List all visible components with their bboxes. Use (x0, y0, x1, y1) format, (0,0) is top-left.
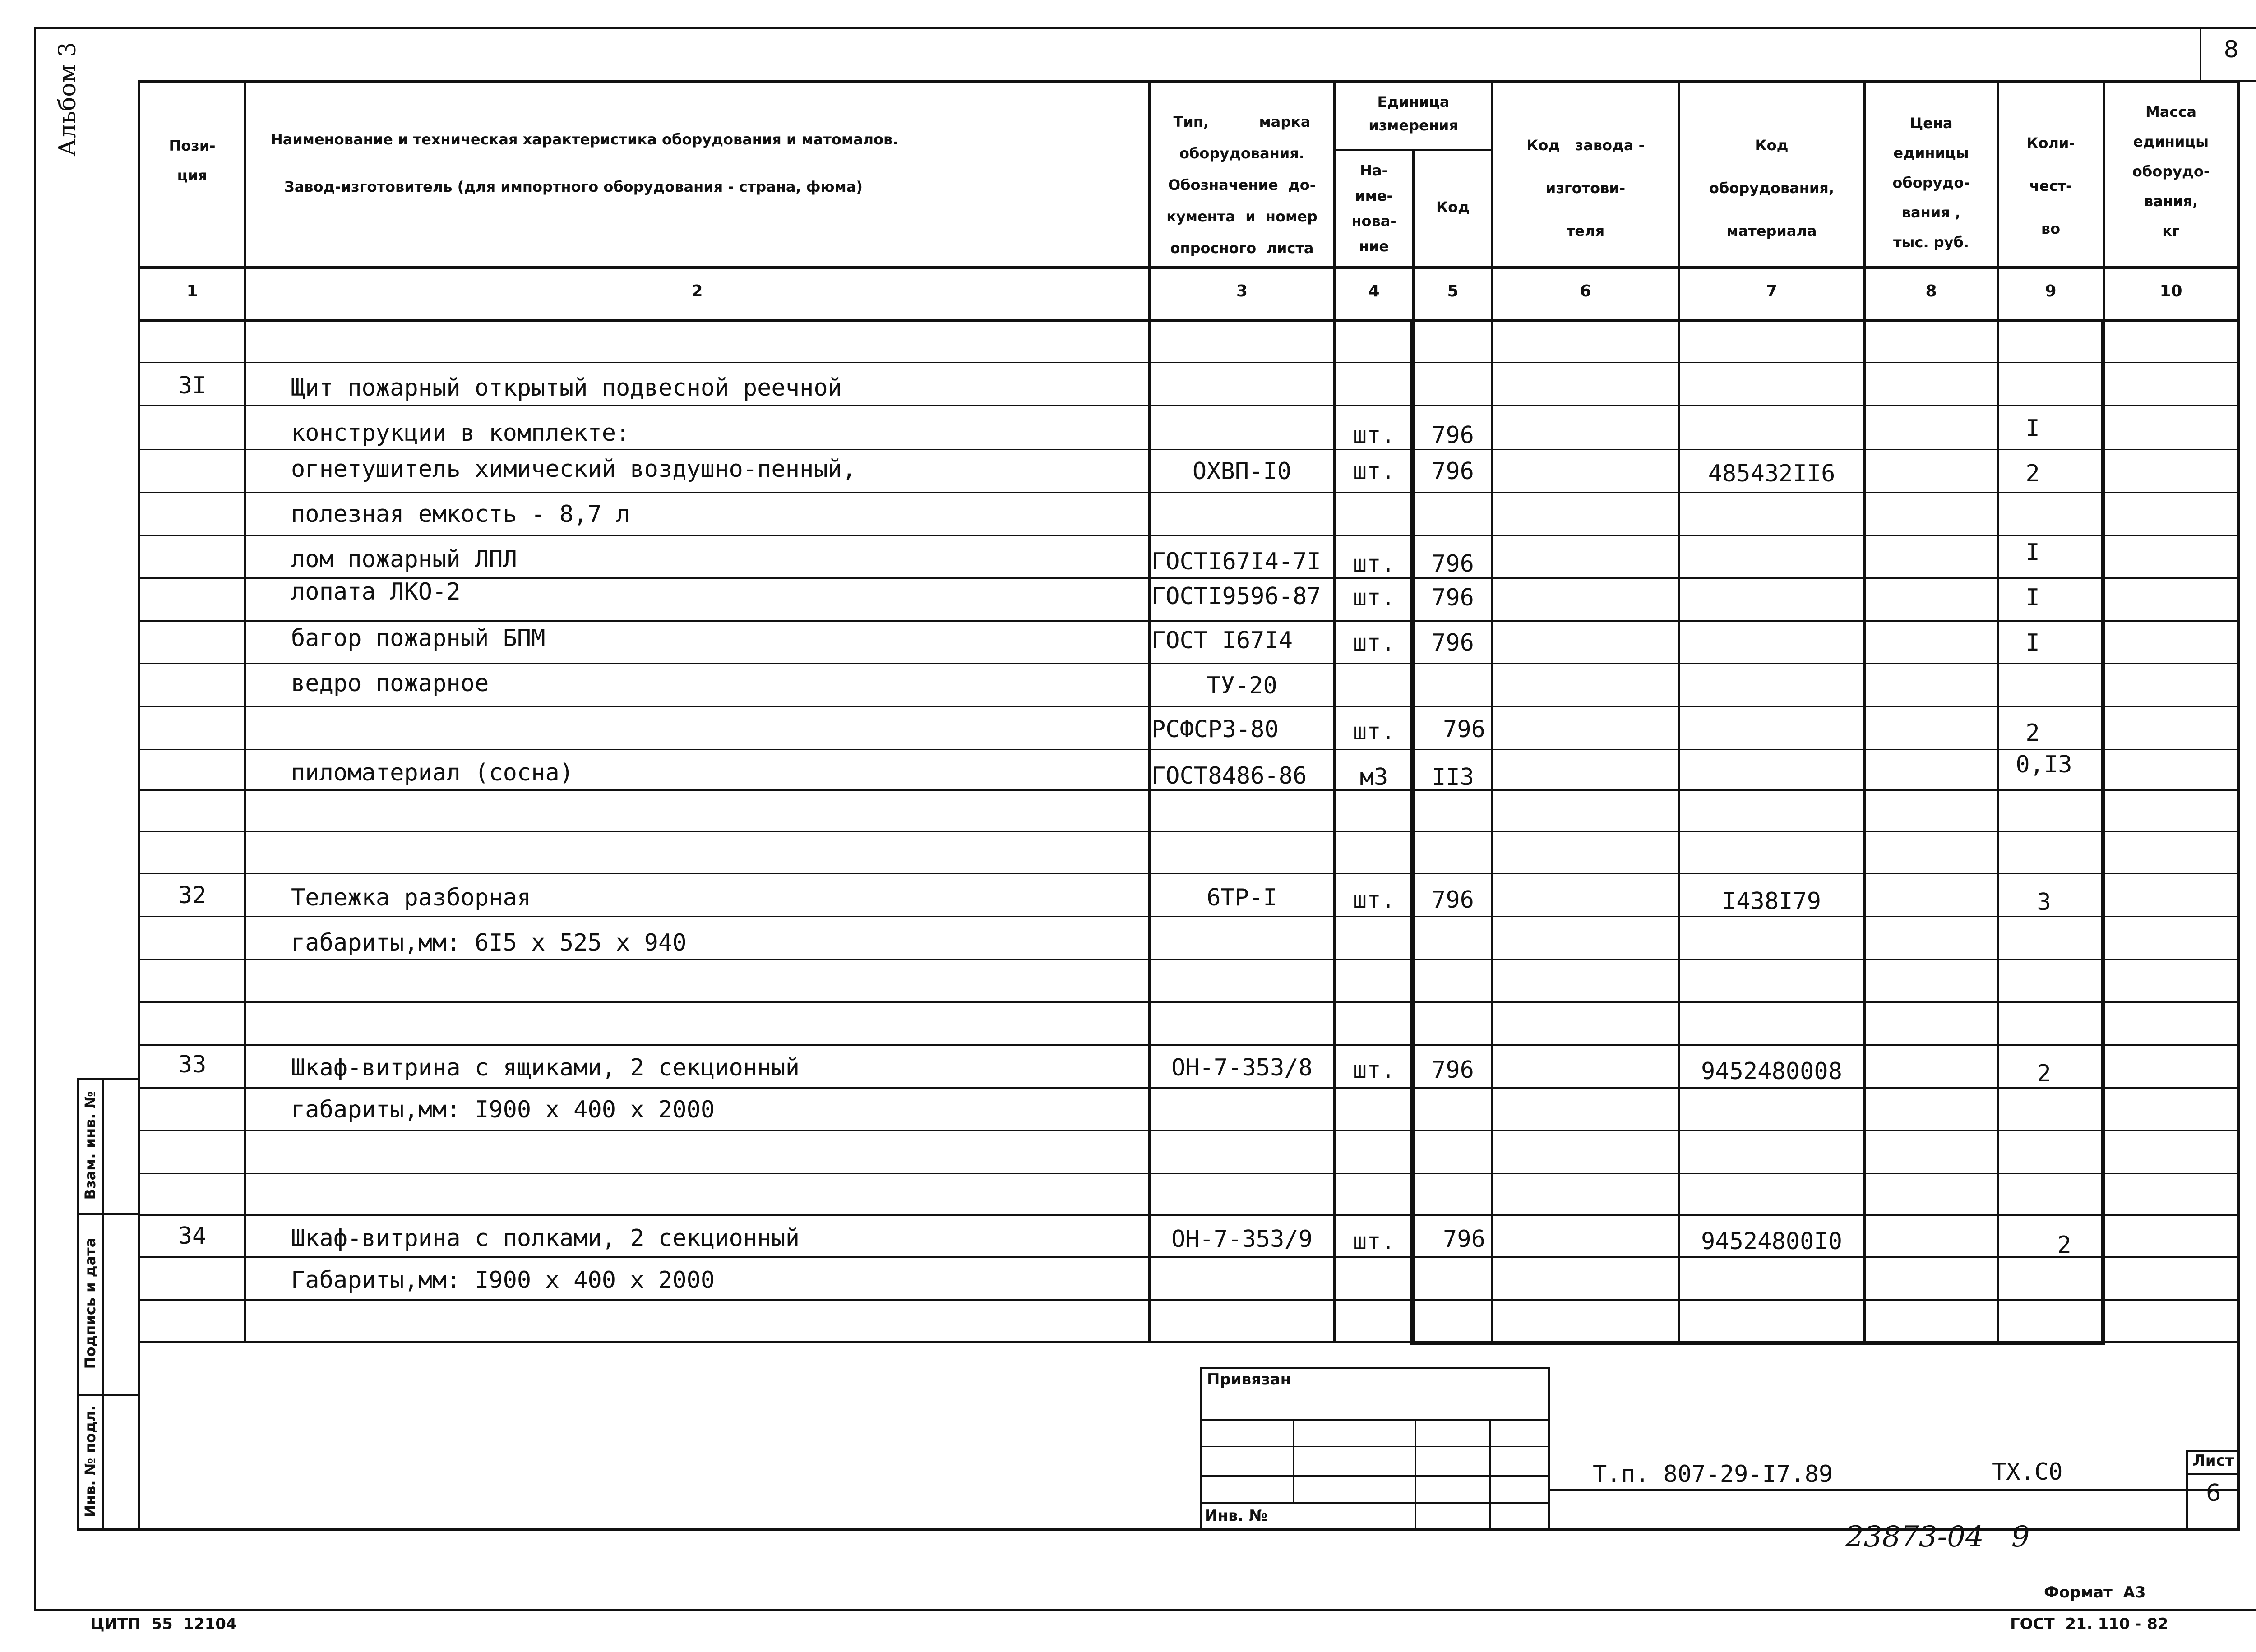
row-type: ОН-7-353/9 (1171, 1226, 1313, 1253)
row-quantity: 0,I3 (2016, 751, 2072, 778)
row-unit: шт. (1353, 1057, 1395, 1084)
row-unit: шт. (1353, 422, 1395, 449)
colnum-7: 7 (1766, 282, 1778, 300)
row-code: 796 (1432, 1057, 1474, 1084)
row-name: лом пожарный ЛПЛ (291, 546, 517, 573)
row-quantity: I (2025, 539, 2040, 566)
row-name: Шкаф-витрина с полками, 2 секционный (291, 1225, 800, 1252)
row-equipment-code: 485432II6 (1708, 460, 1835, 487)
row-name: габариты,мм: 6I5 x 525 x 940 (291, 929, 687, 956)
row-equipment-code: I438I79 (1722, 888, 1821, 915)
table-right (2237, 80, 2240, 1531)
album-label: Альбом 3 (54, 42, 81, 157)
header-type: Тип, марка оборудования. Обозначение до- кумента и номер опросного листа (1166, 113, 1318, 257)
header-quantity: Коли- чест- во (2026, 134, 2075, 237)
header-price: Цена единицы оборудо- вания , тыс. руб. (1892, 115, 1970, 251)
row-code: 796 (1432, 422, 1474, 449)
row-position: 34 (178, 1223, 207, 1250)
table-top (138, 80, 2240, 83)
row-equipment-code: 9452480008 (1701, 1058, 1843, 1085)
row-name: ведро пожарное (291, 670, 489, 697)
row-position: 3I (178, 372, 207, 399)
row-unit: м3 (1359, 764, 1388, 791)
row-unit: шт. (1353, 458, 1395, 485)
stamp-replacement-inv: Взам. инв. № (82, 1091, 99, 1200)
row-position: 32 (178, 882, 207, 909)
header-unit-code: Код (1436, 198, 1470, 216)
header-name-line2: Завод-изготовитель (для импортного оборудования - страна, фюма) (284, 178, 863, 195)
header-unit-group: Единица измерения (1368, 93, 1458, 134)
colnum-5: 5 (1447, 282, 1459, 300)
row-quantity: I (2025, 415, 2040, 442)
row-code: 796 (1432, 458, 1474, 485)
row-name: конструкции в комплекте: (291, 420, 630, 447)
row-unit: шт. (1353, 886, 1395, 914)
row-code: 796 (1432, 550, 1474, 577)
row-unit: шт. (1353, 718, 1395, 745)
row-name: Тележка разборная (291, 884, 532, 911)
row-type: ГОСТ8486-86 (1151, 762, 1307, 789)
row-quantity: 2 (2057, 1232, 2071, 1259)
row-code: 796 (1443, 716, 1485, 743)
row-name: пиломатериал (сосна) (291, 759, 574, 786)
row-code: 796 (1432, 584, 1474, 611)
row-equipment-code: 94524800I0 (1701, 1228, 1843, 1255)
document-mark: ТХ.С0 (1992, 1458, 2063, 1486)
row-unit: шт. (1353, 550, 1395, 577)
row-unit: шт. (1353, 629, 1395, 656)
header-unit-name: На- име- нова- ние (1351, 162, 1396, 255)
row-type: 6ТР-I (1207, 884, 1277, 911)
colnum-3: 3 (1236, 282, 1248, 300)
row-unit: шт. (1353, 1228, 1395, 1255)
colnum-9: 9 (2045, 282, 2057, 300)
privyazan-label: Привязан (1207, 1371, 1291, 1389)
row-code: 796 (1443, 1226, 1485, 1253)
header-factory-code: Код завода - изготови- теля (1526, 137, 1645, 240)
outer-frame-bottom (34, 1609, 2256, 1611)
outer-frame-left (34, 27, 36, 1610)
sheet-number: 6 (2205, 1480, 2221, 1507)
row-name: Габариты,мм: I900 x 400 x 2000 (291, 1267, 715, 1294)
row-quantity: 2 (2025, 720, 2040, 747)
row-name: огнетушитель химический воздушно-пенный, (291, 456, 856, 483)
footer-gost: ГОСТ 21. 110 - 82 (2010, 1615, 2168, 1633)
colnum-4: 4 (1368, 282, 1380, 300)
header-equipment-code: Код оборудования, материала (1709, 137, 1834, 240)
row-quantity: 3 (2037, 889, 2051, 916)
row-type: ТУ-20 (1207, 672, 1277, 699)
row-type: ОН-7-353/8 (1171, 1054, 1313, 1081)
colnum-6: 6 (1580, 282, 1591, 300)
row-quantity: 2 (2037, 1060, 2051, 1087)
stamp-original-inv: Инв. № подл. (82, 1405, 99, 1517)
row-quantity: 2 (2025, 460, 2040, 487)
stamp-signature-date: Подпись и дата (82, 1237, 99, 1369)
row-name: Шкаф-витрина с ящиками, 2 секционный (291, 1054, 800, 1081)
sheet-label: Лист (2192, 1452, 2234, 1470)
top-sheet-number: 8 (2224, 36, 2239, 63)
header-position: Пози- ция (169, 137, 216, 184)
row-type: ГОСТ I67I4 (1151, 627, 1293, 654)
row-name: багор пожарный БПМ (291, 625, 546, 652)
outer-frame-top (34, 27, 2256, 29)
row-quantity: I (2025, 584, 2040, 611)
document-code: Т.п. 807-29-I7.89 (1593, 1461, 1833, 1488)
row-name: Щит пожарный открытый подвесной реечной (291, 374, 842, 401)
colnum-8: 8 (1925, 282, 1937, 300)
colnum-2: 2 (691, 282, 703, 300)
row-name: полезная емкость - 8,7 л (291, 501, 630, 528)
row-code: 796 (1432, 629, 1474, 656)
row-code: II3 (1432, 764, 1474, 791)
row-type: ГОСТI9596-87 (1151, 583, 1321, 610)
inv-number-label: Инв. № (1205, 1507, 1268, 1525)
row-code: 796 (1432, 886, 1474, 914)
row-unit: шт. (1353, 584, 1395, 611)
footer-left: ЦИТП 55 12104 (90, 1615, 237, 1633)
footer-format: Формат А3 (2044, 1583, 2146, 1601)
colnum-1: 1 (186, 282, 198, 300)
row-type: РСФСР3-80 (1151, 716, 1279, 743)
row-quantity: I (2025, 629, 2040, 656)
row-name: габариты,мм: I900 x 400 x 2000 (291, 1096, 715, 1123)
header-name-line1: Наименование и техническая характеристика оборудования и матомалов. (271, 131, 898, 148)
handwritten-number: 23873-04 9 (1845, 1520, 2030, 1554)
row-type: ГОСТI67I4-7I (1151, 548, 1321, 575)
row-type: ОХВП-I0 (1192, 458, 1292, 485)
header-mass: Масса единицы оборудо- вания, кг (2132, 103, 2210, 240)
row-position: 33 (178, 1051, 207, 1078)
row-name: лопата ЛКО-2 (291, 578, 461, 605)
colnum-10: 10 (2159, 282, 2182, 300)
